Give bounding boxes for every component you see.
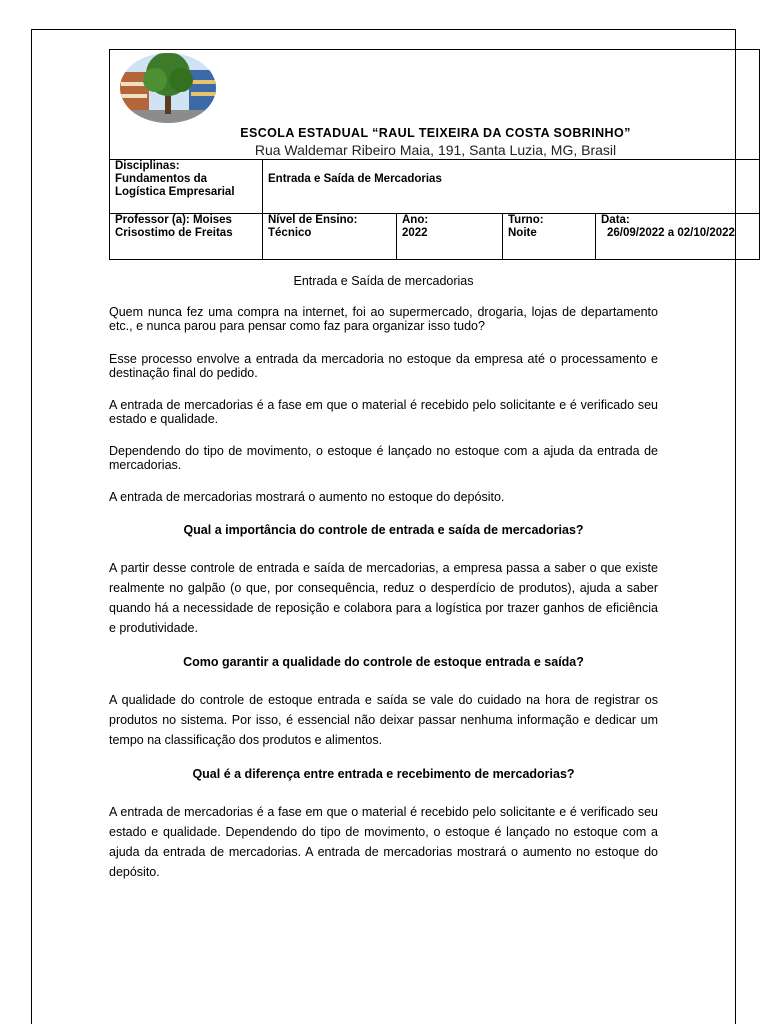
paragraph-4: Dependendo do tipo de movimento, o estoque é lançado no estoque com a ajuda da entrada de mercadorias. <box>109 444 658 472</box>
cell-subject <box>262 159 759 213</box>
paragraph-3: A entrada de mercadorias é a fase em que o material é recebido pelo solicitante e é verificado seu estado e qualidade. <box>109 398 658 426</box>
answer-3: A entrada de mercadorias é a fase em que o material é recebido pelo solicitante e é verificado seu estado e qualidade. Dependendo do tipo de movimento, o estoque é lançado no estoque com a ajuda da entrada de mercadorias. A entrada de mercadorias mostrará o aumento no estoque do depósito. <box>109 805 658 879</box>
info-row-discipline <box>109 159 760 214</box>
document-title: Entrada e Saída de mercadorias <box>293 274 474 288</box>
question-3: Qual é a diferença entre entrada e recebimento de mercadorias? <box>192 767 575 781</box>
cell-ano <box>396 213 502 259</box>
school-name: ESCOLA ESTADUAL “RAUL TEIXEIRA DA COSTA SOBRINHO” <box>240 126 631 140</box>
nivel-value: Técnico <box>268 227 312 239</box>
paragraph-5: A entrada de mercadorias mostrará o aumento no estoque do depósito. <box>109 490 505 504</box>
paragraph-1: Quem nunca fez uma compra na internet, foi ao supermercado, drogaria, lojas de departamento etc., e nunca parou para pensar como faz para organizar isso tudo? <box>109 305 658 333</box>
turno-value: Noite <box>508 227 537 239</box>
school-address: Rua Waldemar Ribeiro Maia, 191, Santa Luzia, MG, Brasil <box>254 142 617 158</box>
turno-label: Turno: <box>508 214 544 226</box>
disciplinas-label: Disciplinas: <box>115 160 180 172</box>
ano-label: Ano: <box>402 214 429 226</box>
cell-nivel <box>262 213 396 259</box>
cell-professor <box>110 213 262 259</box>
answer-2: A qualidade do controle de estoque entrada e saída se vale do cuidado na hora de registrar os produtos no sistema. Por isso, é essencial não deixar passar nenhuma informação e dedicar um tempo na classificação dos produtos e alimentos. <box>109 693 658 747</box>
ano-value: 2022 <box>402 227 428 239</box>
data-value: 26/09/2022 a 02/10/2022 <box>607 227 735 239</box>
school-header <box>109 49 760 160</box>
professor-value: Crisostimo de Freitas <box>115 227 233 239</box>
paragraph-2: Esse processo envolve a entrada da mercadoria no estoque da empresa até o processamento e destinação final do pedido. <box>109 352 658 380</box>
nivel-label: Nível de Ensino: <box>268 214 358 226</box>
cell-disciplinas <box>110 159 262 213</box>
professor-label: Professor (a): Moises <box>115 214 232 226</box>
cell-data <box>595 213 759 259</box>
question-1: Qual a importância do controle de entrada e saída de mercadorias? <box>183 523 584 537</box>
cell-turno <box>502 213 595 259</box>
question-2: Como garantir a qualidade do controle de estoque entrada e saída? <box>183 655 584 669</box>
school-logo <box>119 52 217 124</box>
subject-title: Entrada e Saída de Mercadorias <box>268 173 442 185</box>
answer-1: A partir desse controle de entrada e saída de mercadorias, a empresa passa a saber o que existe realmente no galpão (o que, por consequência, reduz o desperdício de produtos), ajuda a saber quando há a necessidade de reposição e colabora para a logística por trazer ganhos de eficiência e produtividade. <box>109 561 658 635</box>
data-label: Data: <box>601 214 630 226</box>
disciplinas-value: Fundamentos da Logística Empresarial <box>115 173 235 198</box>
info-row-details <box>109 213 760 260</box>
